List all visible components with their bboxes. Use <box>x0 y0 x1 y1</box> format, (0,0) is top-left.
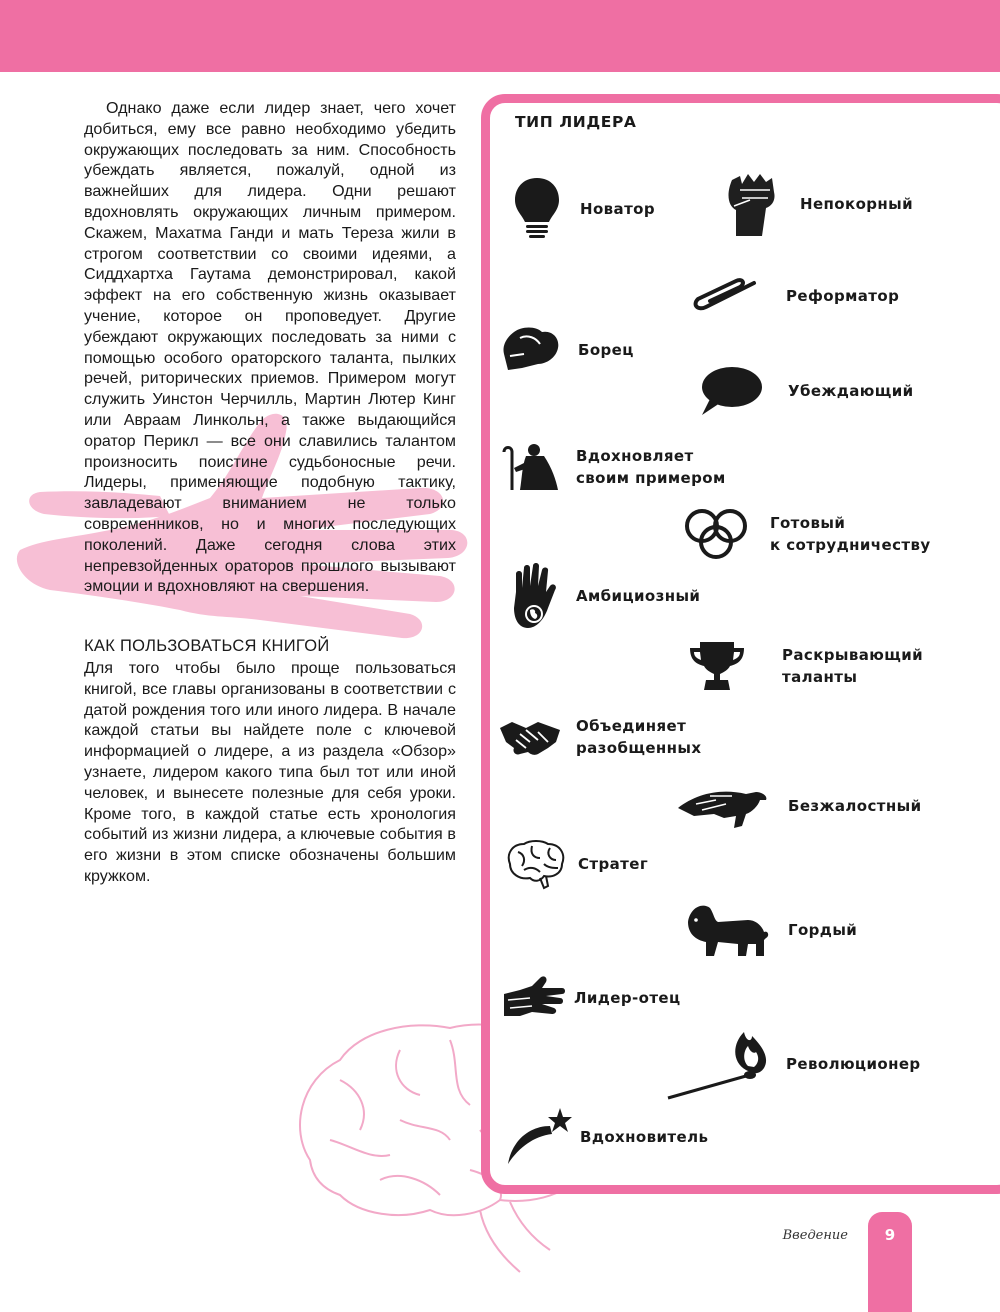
shepherd-icon <box>498 442 560 492</box>
leader-label-line-2: своим примером <box>576 469 726 487</box>
lion-icon <box>684 900 772 960</box>
footer-section-label: Введение <box>782 1228 848 1243</box>
brain-icon <box>504 838 568 890</box>
paperclip-icon <box>688 277 758 315</box>
leader-label: Лидер-отец <box>574 989 681 1007</box>
top-pink-band <box>0 0 1000 72</box>
leader-type-strategist <box>504 838 648 890</box>
how-to-use-text <box>84 658 456 887</box>
leader-type-talent-developer <box>688 640 923 692</box>
leader-label: Амбициозный <box>576 587 701 605</box>
boxing-glove-icon <box>500 324 564 376</box>
leader-label-line-1: Объединяет <box>576 717 687 735</box>
leader-type-reformer <box>688 277 899 315</box>
handshake-icon <box>498 714 562 760</box>
trophy-icon <box>688 640 746 692</box>
shooting-star-icon <box>504 1106 572 1168</box>
interlocking-rings-icon <box>682 506 750 562</box>
leader-label: Гордый <box>788 921 858 939</box>
leader-label-line-2: разобщенных <box>576 739 702 757</box>
leader-label: Непокорный <box>800 195 914 213</box>
eagle-icon <box>676 782 770 830</box>
leader-type-inspirer <box>504 1106 708 1168</box>
leader-label-line-1: Вдохновляет <box>576 447 694 465</box>
leader-label: Стратег <box>578 855 649 873</box>
leader-type-innovator <box>512 176 655 242</box>
leader-type-unifier <box>498 714 701 760</box>
leader-label: Вдохновитель <box>580 1128 709 1146</box>
leader-label-line-1: Готовый <box>770 514 846 532</box>
leader-label <box>576 445 726 489</box>
leader-label <box>576 715 701 759</box>
panel-title: ТИП ЛИДЕРА <box>515 113 637 131</box>
raised-fist-icon <box>722 170 778 238</box>
hand-globe-icon <box>508 562 558 630</box>
leader-type-collaborator <box>682 506 931 562</box>
leader-type-father-leader <box>502 974 681 1022</box>
paragraph-leadership-persuasion: Однако даже если лидер знает, чего хочет добиться, ему все равно необходимо убедить окружающих последовать за ним. Способность убеждать является, пожалуй, одной из важнейших для лидера. Одни решают вдохновлять окружающих личным примером. Скажем, Махатма Ганди и мать Тереза жили в строгом соответствии со своими идеями, а Сиддхартха Гаутама демонстрировал, какой эффект на его собственную жизнь оказывает учение, которое он проповедует. Другие убеждают окружающих последовать за ними с помощью особого ораторского таланта, пылких речей, риторических приемов. Примером могут служить Уинстон Черчилль, Мартин Лютер Кинг или Авраам Линкольн, а также выдающийся оратор Перикл — все они славились талантом произносить поистине судьбоносные речи. Лидеры, применяющие подобную тактику, завладевают вниманием не только современников, но и многих последующих поколений. Даже сегодня слова этих непревзойденных ораторов прошлого вызывают эмоции и вдохновляют на свершения. <box>84 99 456 596</box>
leader-label-line-1: Раскрывающий <box>782 646 924 664</box>
leader-label: Революционер <box>786 1055 921 1073</box>
leader-type-ruthless <box>676 782 922 830</box>
leader-label <box>782 644 923 688</box>
leader-type-fighter <box>500 324 634 376</box>
leader-label: Борец <box>578 341 634 359</box>
paragraph-how-to-use: Для того чтобы было проще пользоваться книгой, все главы организованы в соответствии с датой рождения того или иного лидера. В начале каждой статьи вы найдете поле с ключевой информацией о лидере, а из раздела «Обзор» узнаете, лидером какого типа был тот или иной человек, и вынесете полезные для себя уроки. Кроме того, в каждой статье есть хронология событий из жизни лидера, а ключевые события в его жизни в этом списке обозначены большим кружком. <box>84 659 456 885</box>
leader-label: Реформатор <box>786 287 900 305</box>
leader-type-proud <box>684 900 857 960</box>
section-heading-how-to-use: КАК ПОЛЬЗОВАТЬСЯ КНИГОЙ <box>84 637 330 655</box>
leader-label: Безжалостный <box>788 797 922 815</box>
leader-type-leads-by-example <box>498 442 726 492</box>
leader-type-rebel <box>722 170 913 238</box>
page-number: 9 <box>884 1226 896 1244</box>
leader-label-line-2: к сотрудничеству <box>770 536 931 554</box>
top-band-cutout <box>0 72 924 92</box>
burning-match-icon <box>666 1026 774 1102</box>
leader-label: Новатор <box>580 200 656 218</box>
leader-type-ambitious <box>508 562 700 630</box>
leader-type-persuader <box>698 365 914 417</box>
leader-label-line-2: таланты <box>782 668 858 686</box>
leader-label: Убеждающий <box>788 382 914 400</box>
leader-label <box>770 512 931 556</box>
lightbulb-icon <box>512 176 562 242</box>
leader-type-revolutionary <box>666 1026 921 1102</box>
helping-hand-icon <box>502 974 568 1022</box>
intro-text <box>84 98 456 597</box>
speech-bubble-icon <box>698 365 764 417</box>
